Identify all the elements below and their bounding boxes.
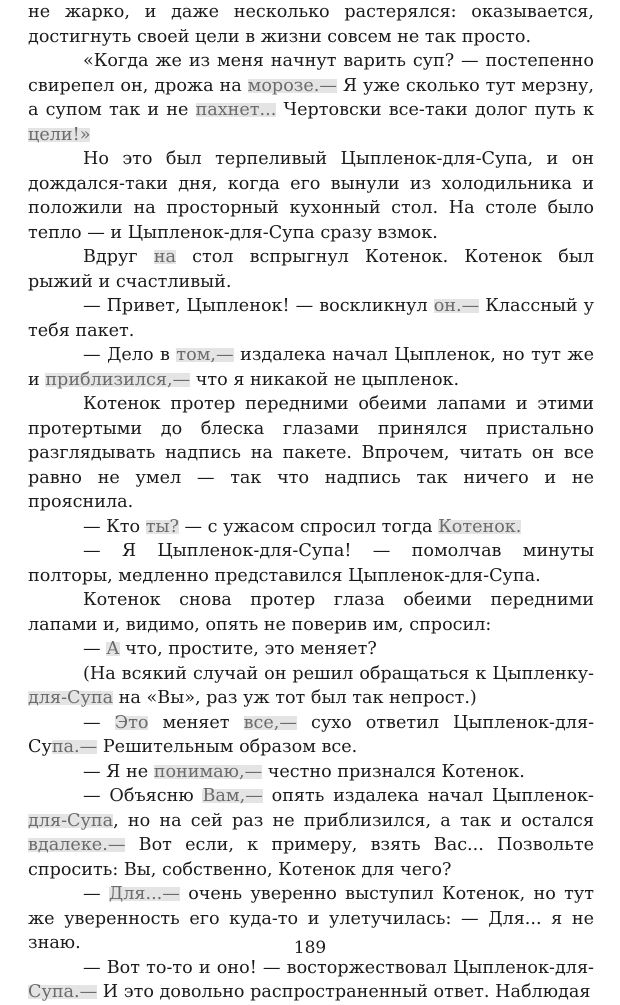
highlighted-word: цели!» (28, 124, 91, 145)
highlighted-word: морозе.— (247, 75, 337, 96)
paragraph: — Вот то-то и оно! — восторжествовал Цыпленок-для-Супа.— И это довольно распространенный ответ. Наблюдая (28, 957, 594, 1002)
highlighted-word: Вам,— (202, 786, 263, 806)
paragraph: — Я не понимаю,— честно признался Котенок. (83, 761, 525, 782)
page-number: 189 (293, 938, 327, 958)
paragraph: — Объясню Вам,— опять издалека начал Цыпленок-для-Супа, но на сей раз не приблизился, а так и остался вдалеке.— Вот если, к примеру, взять Вас... Позвольте спросить: Вы, собственно, Котенок для чего? (28, 786, 594, 880)
paragraph: Вдруг на стол вспрыгнул Котенок. Котенок был рыжий и счастливый. (28, 247, 594, 292)
paragraph: — Кто ты? — с ужасом спросил тогда Котенок. (83, 516, 522, 537)
paragraph: — Для...— очень уверенно выступил Котенок, но тут же уверенность его куда-то и улетучилась: — Для... я не знаю. (28, 884, 594, 953)
paragraph: Котенок снова протер глаза обеими передними лапами и, видимо, опять не поверив им, спросил: (28, 590, 594, 635)
highlighted-word: для-Супа (28, 688, 114, 708)
paragraph: не жарко, и даже несколько растерялся: оказывается, достигнуть своей цели в жизни совсем не так просто. (28, 2, 594, 47)
highlighted-word: Это (114, 712, 149, 733)
highlighted-word: на (153, 247, 176, 267)
paragraph: «Когда же из меня начнут варить суп? — постепенно свирепел он, дрожа на морозе.— Я уже сколько тут мерзну, а супом так и не пахнет... Чертовски все-таки долог путь к цели!» (28, 51, 595, 145)
paragraph: — Я Цыпленок-для-Супа! — помолчав минуты полторы, медленно представился Цыпленок-для-Супа. (28, 541, 594, 586)
highlighted-word: он.— (433, 296, 480, 316)
paragraph: — Привет, Цыпленок! — воскликнул он.— Классный у тебя пакет. (28, 296, 595, 341)
paragraph: Котенок протер передними обеими лапами и этими протертыми до блеска глазами принялся пристально разглядывать надпись на пакете. Впрочем, читать он все равно не умел — так что надпись так ничего и не прояснила. (28, 394, 594, 512)
highlighted-word: А (106, 639, 120, 659)
page-text (28, 0, 594, 1005)
highlighted-word: все,— (243, 712, 297, 733)
highlighted-word: па.— (51, 737, 98, 757)
paragraph: — Дело в том,— издалека начал Цыпленок, но тут же и приблизился,— что я никакой не цыпленок. (28, 345, 595, 390)
paragraph: Но это был терпеливый Цыпленок-для-Супа, и он дождался-таки дня, когда его вынули из холодильника и положили на просторный кухонный стол. На столе было тепло — и Цыпленок-для-Супа сразу взмок. (28, 149, 594, 243)
paragraph: — А что, простите, это меняет? (83, 639, 377, 659)
paragraph: (На всякий случай он решил обращаться к Цыпленку-для-Супа на «Вы», раз уж тот был так непрост.) (28, 663, 594, 708)
highlighted-word: для-Супа (28, 810, 114, 831)
highlighted-word: пахнет... (195, 100, 277, 120)
highlighted-word: приблизился,— (45, 369, 191, 390)
highlighted-word: ты? (145, 516, 179, 537)
highlighted-word: Котенок. (438, 516, 522, 537)
highlighted-word: Супа.— (28, 982, 98, 1002)
highlighted-word: понимаю,— (153, 761, 263, 782)
highlighted-word: том,— (176, 345, 234, 365)
highlighted-word: вдалеке.— (28, 835, 126, 855)
paragraph: — Это меняет все,— сухо ответил Цыпленок-для-Супа.— Решительным образом все. (28, 712, 595, 757)
highlighted-word: Для...— (108, 884, 180, 904)
